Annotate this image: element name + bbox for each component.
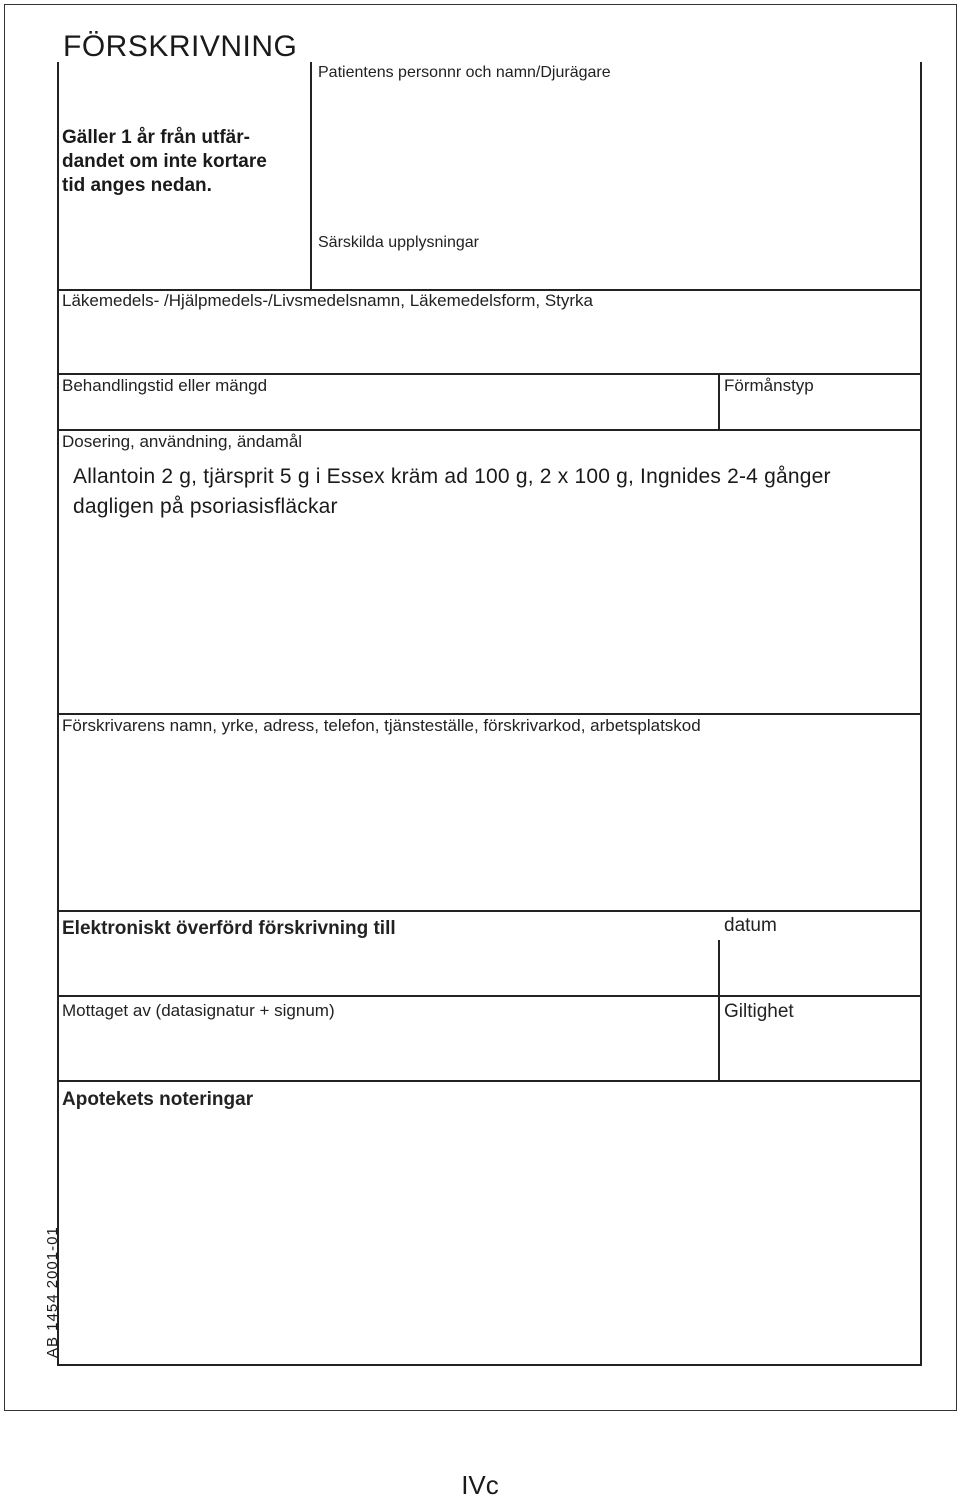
line-dosage-top	[57, 429, 922, 431]
validity-note: Gäller 1 år från utfär- dandet om inte kortare tid anges nedan.	[62, 127, 267, 196]
line-received-top	[57, 995, 922, 997]
electronic-label: Elektroniskt överförd förskrivning till	[62, 918, 396, 939]
benefit-divider	[718, 373, 720, 430]
line-treatment-top	[57, 373, 922, 375]
pharmacy-notes-label: Apotekets noteringar	[62, 1089, 254, 1110]
line-electronic-top	[57, 910, 922, 912]
validity-label: Giltighet	[724, 1001, 794, 1022]
special-info-label: Särskilda upplysningar	[318, 234, 479, 251]
form-title: FÖRSKRIVNING	[63, 30, 298, 63]
patient-label: Patientens personnr och namn/Djurägare	[318, 64, 611, 81]
form-number: AB 1454 2001-01	[44, 1226, 61, 1358]
prescriber-label: Förskrivarens namn, yrke, adress, telefon, tjänsteställe, förskrivarkod, arbetsplatskod	[62, 716, 701, 735]
medication-label: Läkemedels- /Hjälpmedels-/Livsmedelsnamn, Läkemedelsform, Styrka	[62, 291, 593, 310]
dosage-text: Allantoin 2 g, tjärsprit 5 g i Essex kräm ad 100 g, 2 x 100 g, Ingnides 2-4 gånger dagligen på psoriasisfläckar	[73, 465, 831, 518]
date-divider	[718, 940, 720, 1082]
figure-caption: IVc	[461, 1470, 499, 1500]
line-prescriber-top	[57, 713, 922, 715]
line-pharmacy-top	[57, 1080, 922, 1082]
dosage-label: Dosering, användning, ändamål	[62, 432, 303, 451]
patient-divider	[310, 62, 312, 290]
benefit-type-label: Förmånstyp	[724, 376, 814, 395]
date-label: datum	[724, 915, 777, 936]
received-label: Mottaget av (datasignatur + signum)	[62, 1001, 335, 1020]
treatment-label: Behandlingstid eller mängd	[62, 376, 268, 395]
